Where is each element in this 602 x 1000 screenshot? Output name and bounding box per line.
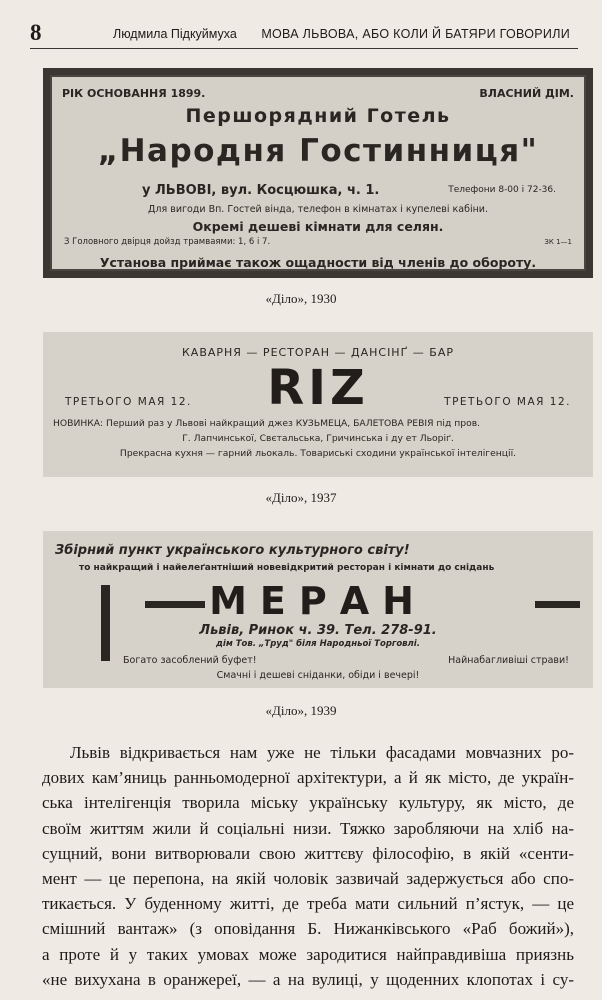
ad-meran-headline: Збірний пункт українського культурного світу! xyxy=(55,543,410,558)
body-line: «не вихухана в оранжереї, — а на вулиці, у щоденних клопотах і су- xyxy=(42,969,574,989)
body-line: дових кам’яниць ранньомодерної архітектури, а й як місто, де україн- xyxy=(42,768,574,788)
ad-riz-name: RIZ xyxy=(267,360,369,416)
meran-advertisement xyxy=(43,531,593,688)
page-header xyxy=(30,20,578,49)
ad-riz-line: НОВИНКА: Перший раз у Львові найкращий джез КУЗЬМЕЦА, БАЛЕТОВА РЕВІЯ під пров. xyxy=(53,418,481,429)
body-line: своїм життям жили й соціальні низи. Тяжко заробляючи на хліб на- xyxy=(42,818,574,838)
ad-meran-name: МЕРАН xyxy=(209,579,427,623)
ad-hotel-amenities: Для вигоди Вп. Гостей вінда, телефон в кімнатах і купелеві кабіни. xyxy=(148,204,488,215)
body-line: смішний вантаж» (з оповідання Б. Нижанківського «Раб божий»), xyxy=(42,919,574,939)
body-line: а проте й у таких умовах може зародитися найправдивіша приязнь xyxy=(42,944,574,964)
ad-meran-dishes: Найнабагливіші страви! xyxy=(448,655,569,666)
ad-meran-breakfast: Смачні і дешеві сніданки, обіди і вечері! xyxy=(216,670,420,681)
ad-decor-bar xyxy=(535,601,580,608)
ad-riz-line: Г. Лапчинської, Свєтальська, Гричинська і ду ет Льоріґ. xyxy=(182,433,454,444)
ad-caption: «Діло», 1930 xyxy=(265,291,337,306)
ad-riz-date-right: ТРЕТЬОГО МАЯ 12. xyxy=(444,396,571,408)
body-line: тикається. У буденному житті, де треба мати сильний п’ястук, — це xyxy=(42,894,574,914)
ad-riz-line: Прекрасна кухня — гарний льокаль. Товариські сходини української інтелігенції. xyxy=(119,448,517,459)
hotel-advertisement xyxy=(43,68,593,278)
ad-riz-top-line: КАВАРНЯ — РЕСТОРАН — ДАНСІНҐ — БАР xyxy=(181,346,454,359)
body-line: сущний, вони витворювали свою життєву філософію, в якій «сенти- xyxy=(42,843,574,863)
running-author: Людмила Підкуймуха xyxy=(113,27,237,41)
ad-riz-date-left: ТРЕТЬОГО МАЯ 12. xyxy=(65,396,192,408)
ad-hotel-rooms: Окремі дешеві кімнати для селян. xyxy=(192,219,444,234)
body-line: ська інтелігенція творила міську українську культуру, як місто, де xyxy=(42,793,574,813)
body-line: Львів відкривається нам уже не тільки фасадами мовчазних ро- xyxy=(70,743,574,762)
riz-advertisement xyxy=(43,332,593,477)
ad-own-building: ВЛАСНИЙ ДІМ. xyxy=(479,87,574,100)
ad-hotel-ref: ЗК 1—1 xyxy=(544,238,572,246)
ad-meran-owner: дім Тов. „Труд" біля Народньої Торговлі. xyxy=(216,639,420,649)
ad-hotel-tram: З Головного двірця дойзд трамваями: 1, 6 і 7. xyxy=(64,237,271,247)
hotel-ad-frame xyxy=(50,75,586,271)
ad-hotel-accepts: Установа приймає також ощадности від членів до обороту. xyxy=(99,255,537,270)
ad-hotel-phone: Телефони 8-00 і 72-36. xyxy=(448,185,556,195)
ad-founded: РІК ОСНОВАННЯ 1899. xyxy=(62,87,206,100)
ad-hotel-name: „Народня Гостинниця" xyxy=(97,133,539,169)
body-paragraph xyxy=(42,740,574,992)
ad-meran-subline: то найкращий і найелеґантніший новевідкритий ресторан і кімнати до снідань xyxy=(79,563,495,573)
ad-meran-address: Львів, Ринок ч. 39. Тел. 278-91. xyxy=(199,623,437,638)
ad-hotel-subtitle: Першорядний Готель xyxy=(185,105,451,127)
running-title: МОВА ЛЬВОВА, АБО КОЛИ Й БАТЯРИ ГОВОРИЛИ xyxy=(261,27,570,41)
ad-hotel-address: у ЛЬВОВІ, вул. Косцюшка, ч. 1. xyxy=(142,183,380,198)
ad-meran-buffet: Богато засоблений буфет! xyxy=(123,655,257,666)
ad-caption: «Діло», 1937 xyxy=(265,490,337,505)
body-line: мент — це перепона, на якій чоловік зазвичай задержується або спо- xyxy=(42,869,574,889)
page-number: 8 xyxy=(30,20,42,45)
ad-caption: «Діло», 1939 xyxy=(265,703,337,718)
